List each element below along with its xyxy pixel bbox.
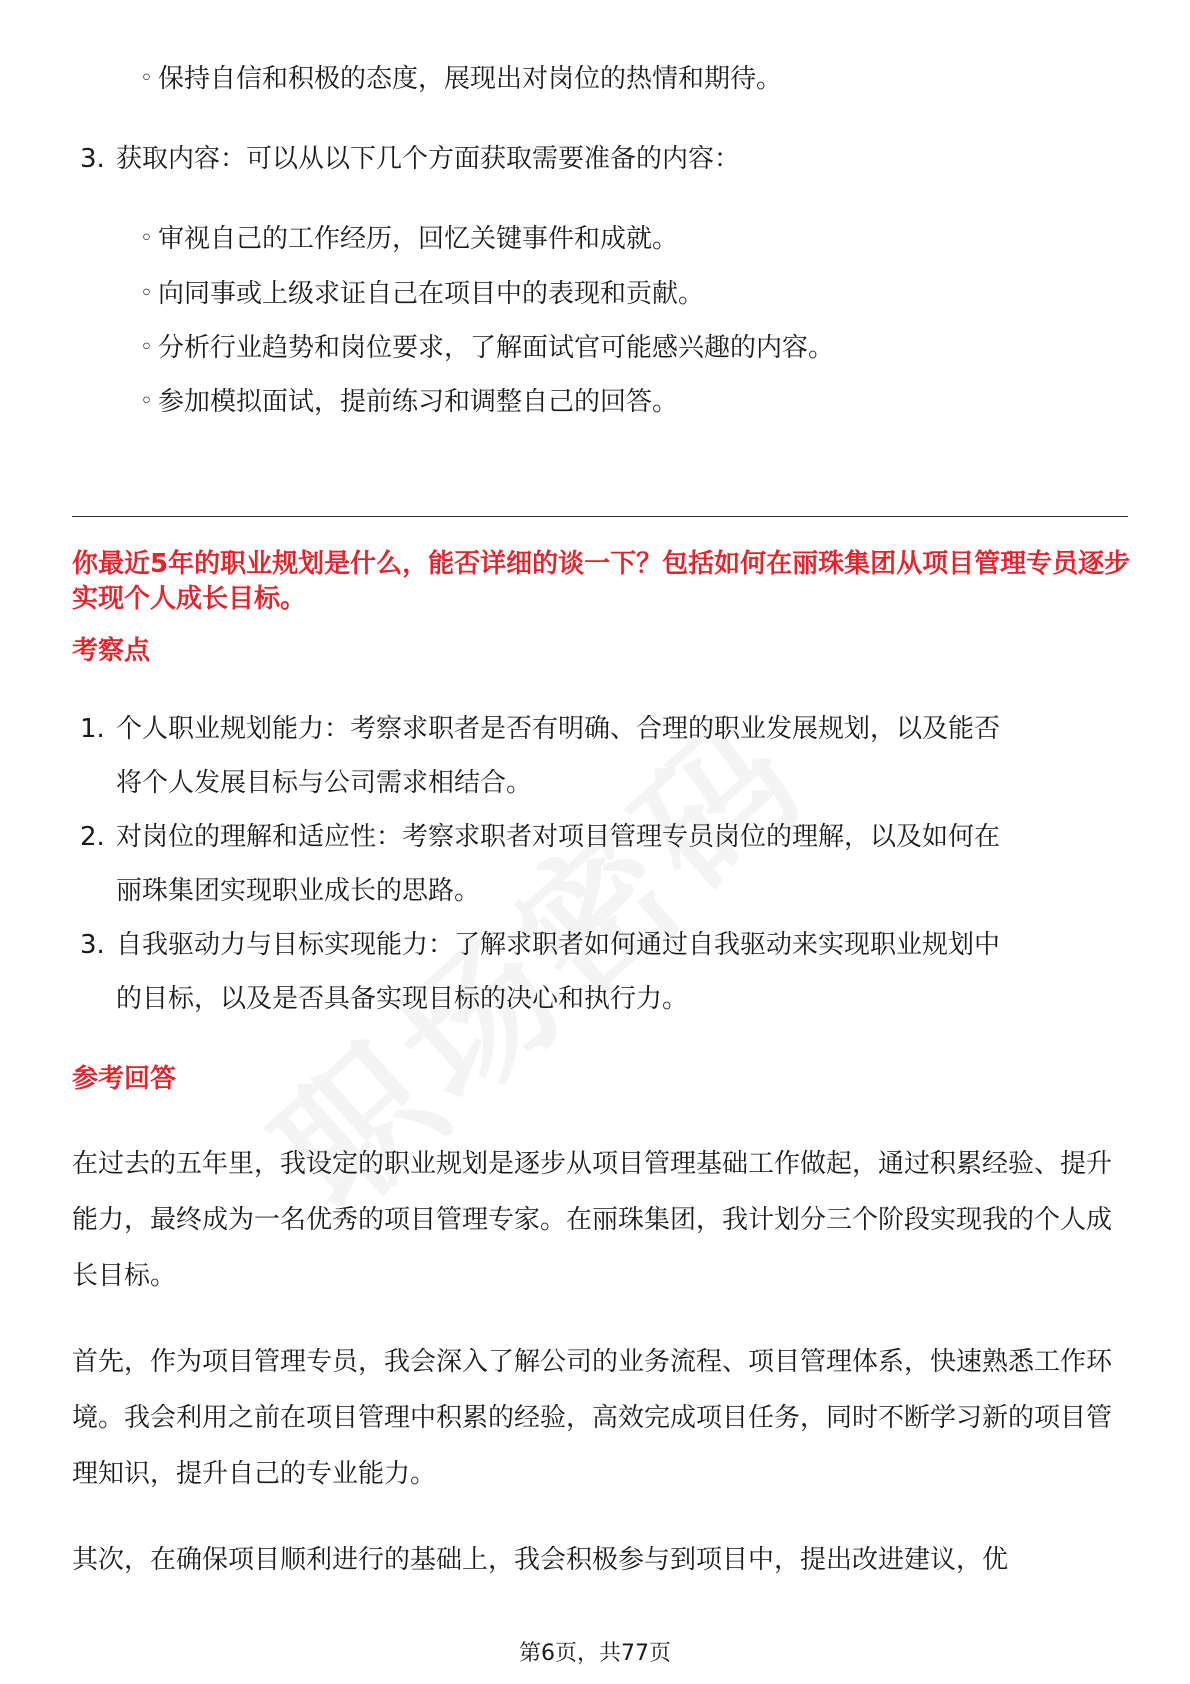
list-number: 3. <box>80 930 105 960</box>
list-item: ◦ 审视自己的工作经历，回忆关键事件和成就。 <box>158 224 678 254</box>
list-item: 个人职业规划能力：考察求职者是否有明确、合理的职业发展规划，以及能否 <box>116 714 1001 744</box>
list-item: 将个人发展目标与公司需求相结合。 <box>116 768 533 798</box>
question-heading: 你最近5年的职业规划是什么，能否详细的谈一下？包括如何在丽珠集团从项目管理专员逐步实现个人成长目标。 <box>72 549 1131 614</box>
list-item: 获取内容：可以从以下几个方面获取需要准备的内容： <box>116 144 741 174</box>
section-heading: 参考回答 <box>72 1064 177 1094</box>
list-item: ◦ 分析行业趋势和岗位要求，了解面试官可能感兴趣的内容。 <box>158 333 834 363</box>
paragraph: 其次，在确保项目顺利进行的基础上，我会积极参与到项目中，提出改进建议，优 <box>72 1545 1009 1575</box>
list-item: ◦ 保持自信和积极的态度，展现出对岗位的热情和期待。 <box>158 64 782 94</box>
paragraph: 首先，作为项目管理专员，我会深入了解公司的业务流程、项目管理体系，快速熟悉工作环境。我会利用之前在项目管理中积累的经验，高效完成项目任务，同时不断学习新的项目管理知识，提升自己的专业能力。 <box>72 1347 1113 1489</box>
list-item: 的目标，以及是否具备实现目标的决心和执行力。 <box>116 984 689 1014</box>
list-number: 2. <box>80 822 105 852</box>
list-item: 自我驱动力与目标实现能力：了解求职者如何通过自我驱动来实现职业规划中 <box>116 930 1001 960</box>
list-number: 1. <box>80 714 105 744</box>
divider <box>72 516 1128 517</box>
list-item: ◦ 参加模拟面试，提前练习和调整自己的回答。 <box>158 387 678 417</box>
list-number: 3. <box>80 144 105 174</box>
page-footer: 第6页，共77页 <box>519 1641 671 1666</box>
section-heading: 考察点 <box>72 636 151 666</box>
list-item: 对岗位的理解和适应性：考察求职者对项目管理专员岗位的理解，以及如何在 <box>116 822 1001 852</box>
paragraph: 在过去的五年里，我设定的职业规划是逐步从项目管理基础工作做起，通过积累经验、提升能力，最终成为一名优秀的项目管理专家。在丽珠集团，我计划分三个阶段实现我的个人成长目标。 <box>72 1149 1113 1291</box>
list-item: ◦ 向同事或上级求证自己在项目中的表现和贡献。 <box>158 279 704 309</box>
list-item: 丽珠集团实现职业成长的思路。 <box>116 876 481 906</box>
